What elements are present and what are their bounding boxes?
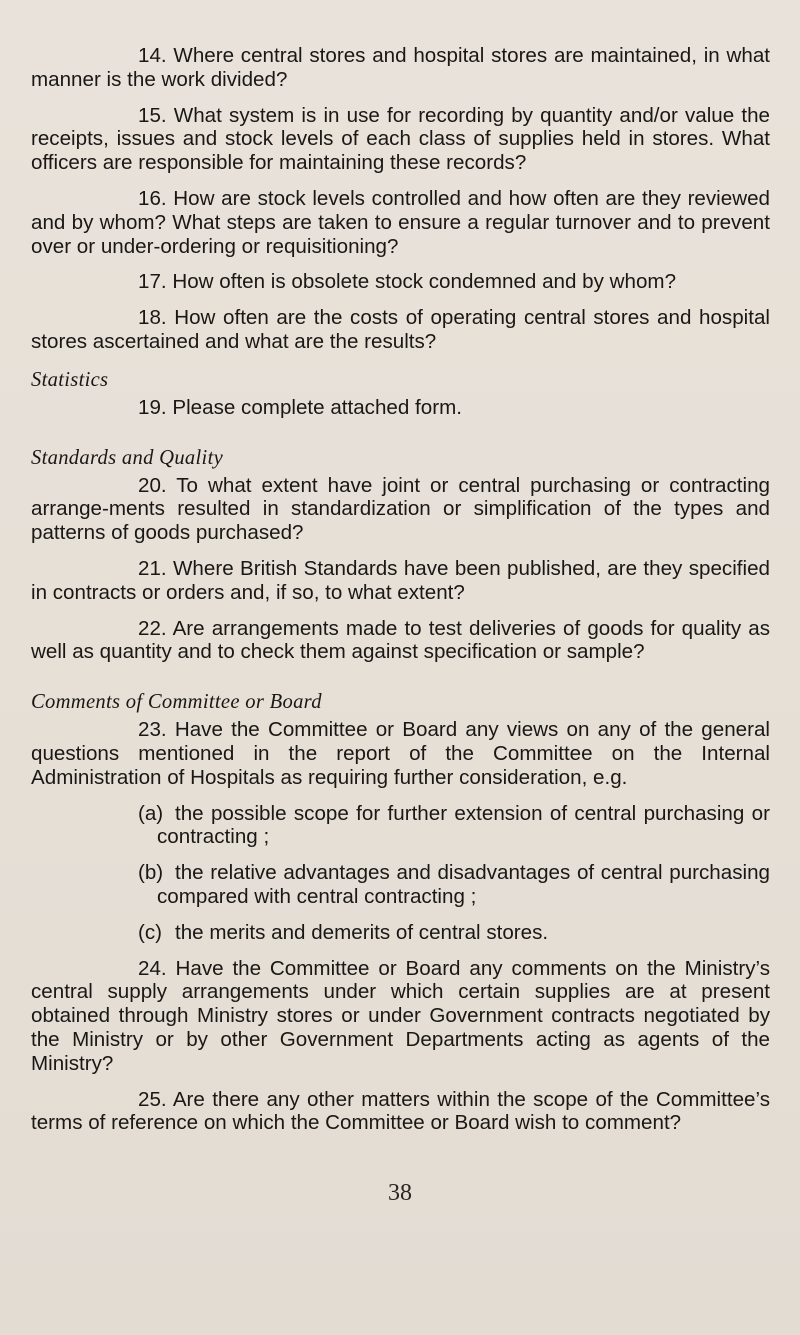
question-23b [31, 861, 770, 909]
question-14: 14. Where central stores and hospital stores are maintained, in what manner is the work divided? [31, 44, 770, 91]
question-16: 16. How are stock levels controlled and how often are they reviewed and by whom? What steps are taken to ensure a regular turnover and to prevent over or under-ordering or requisitioning? [31, 186, 770, 258]
question-23c-label: (c) [138, 920, 163, 944]
question-18: 18. How often are the costs of operating central stores and hospital stores ascertained and what are the results? [31, 306, 770, 353]
question-23a-label: (a) [138, 801, 164, 825]
question-23b-text: the relative advantages and disadvantages of central purchasing compared with central contracting ; [157, 861, 770, 908]
question-23a [31, 802, 770, 850]
page-number: 38 [388, 1180, 412, 1206]
question-23b-label: (b) [138, 861, 164, 885]
heading-comments: Comments of Committee or Board [31, 691, 322, 714]
question-24: 24. Have the Committee or Board any comments on the Ministry’s central supply arrangements under which certain supplies are at present obtained through Ministry stores or under Government contracts negotiated by the Ministry or by other Government Departments acting as agents of the Ministry? [31, 956, 770, 1075]
question-17: 17. How often is obsolete stock condemned and by whom? [138, 270, 677, 294]
question-23: 23. Have the Committee or Board any views on any of the general questions mentioned in the report of the Committee on the Internal Administration of Hospitals as requiring further consideration, e.g. [31, 718, 770, 789]
heading-standards-and-quality: Standards and Quality [31, 446, 224, 469]
heading-statistics: Statistics [31, 368, 109, 391]
question-21: 21. Where British Standards have been published, are they specified in contracts or orders and, if so, to what extent? [31, 556, 770, 604]
question-22: 22. Are arrangements made to test deliveries of goods for quality as well as quantity and to check them against specification or sample? [31, 616, 770, 664]
question-23c [31, 921, 770, 945]
question-23a-text: the possible scope for further extension of central purchasing or contracting ; [157, 801, 770, 849]
question-19: 19. Please complete attached form. [138, 395, 462, 419]
question-25: 25. Are there any other matters within the scope of the Committee’s terms of reference on which the Committee or Board wish to comment? [31, 1087, 770, 1135]
question-20: 20. To what extent have joint or central purchasing or contracting arrange-ments resulted in standardization or simplification of the types and patterns of goods purchased? [31, 473, 770, 545]
question-23c-text: the merits and demerits of central stores. [175, 920, 549, 944]
question-15: 15. What system is in use for recording by quantity and/or value the receipts, issues and stock levels of each class of supplies held in stores. What officers are responsible for maintaining these records? [31, 103, 770, 175]
